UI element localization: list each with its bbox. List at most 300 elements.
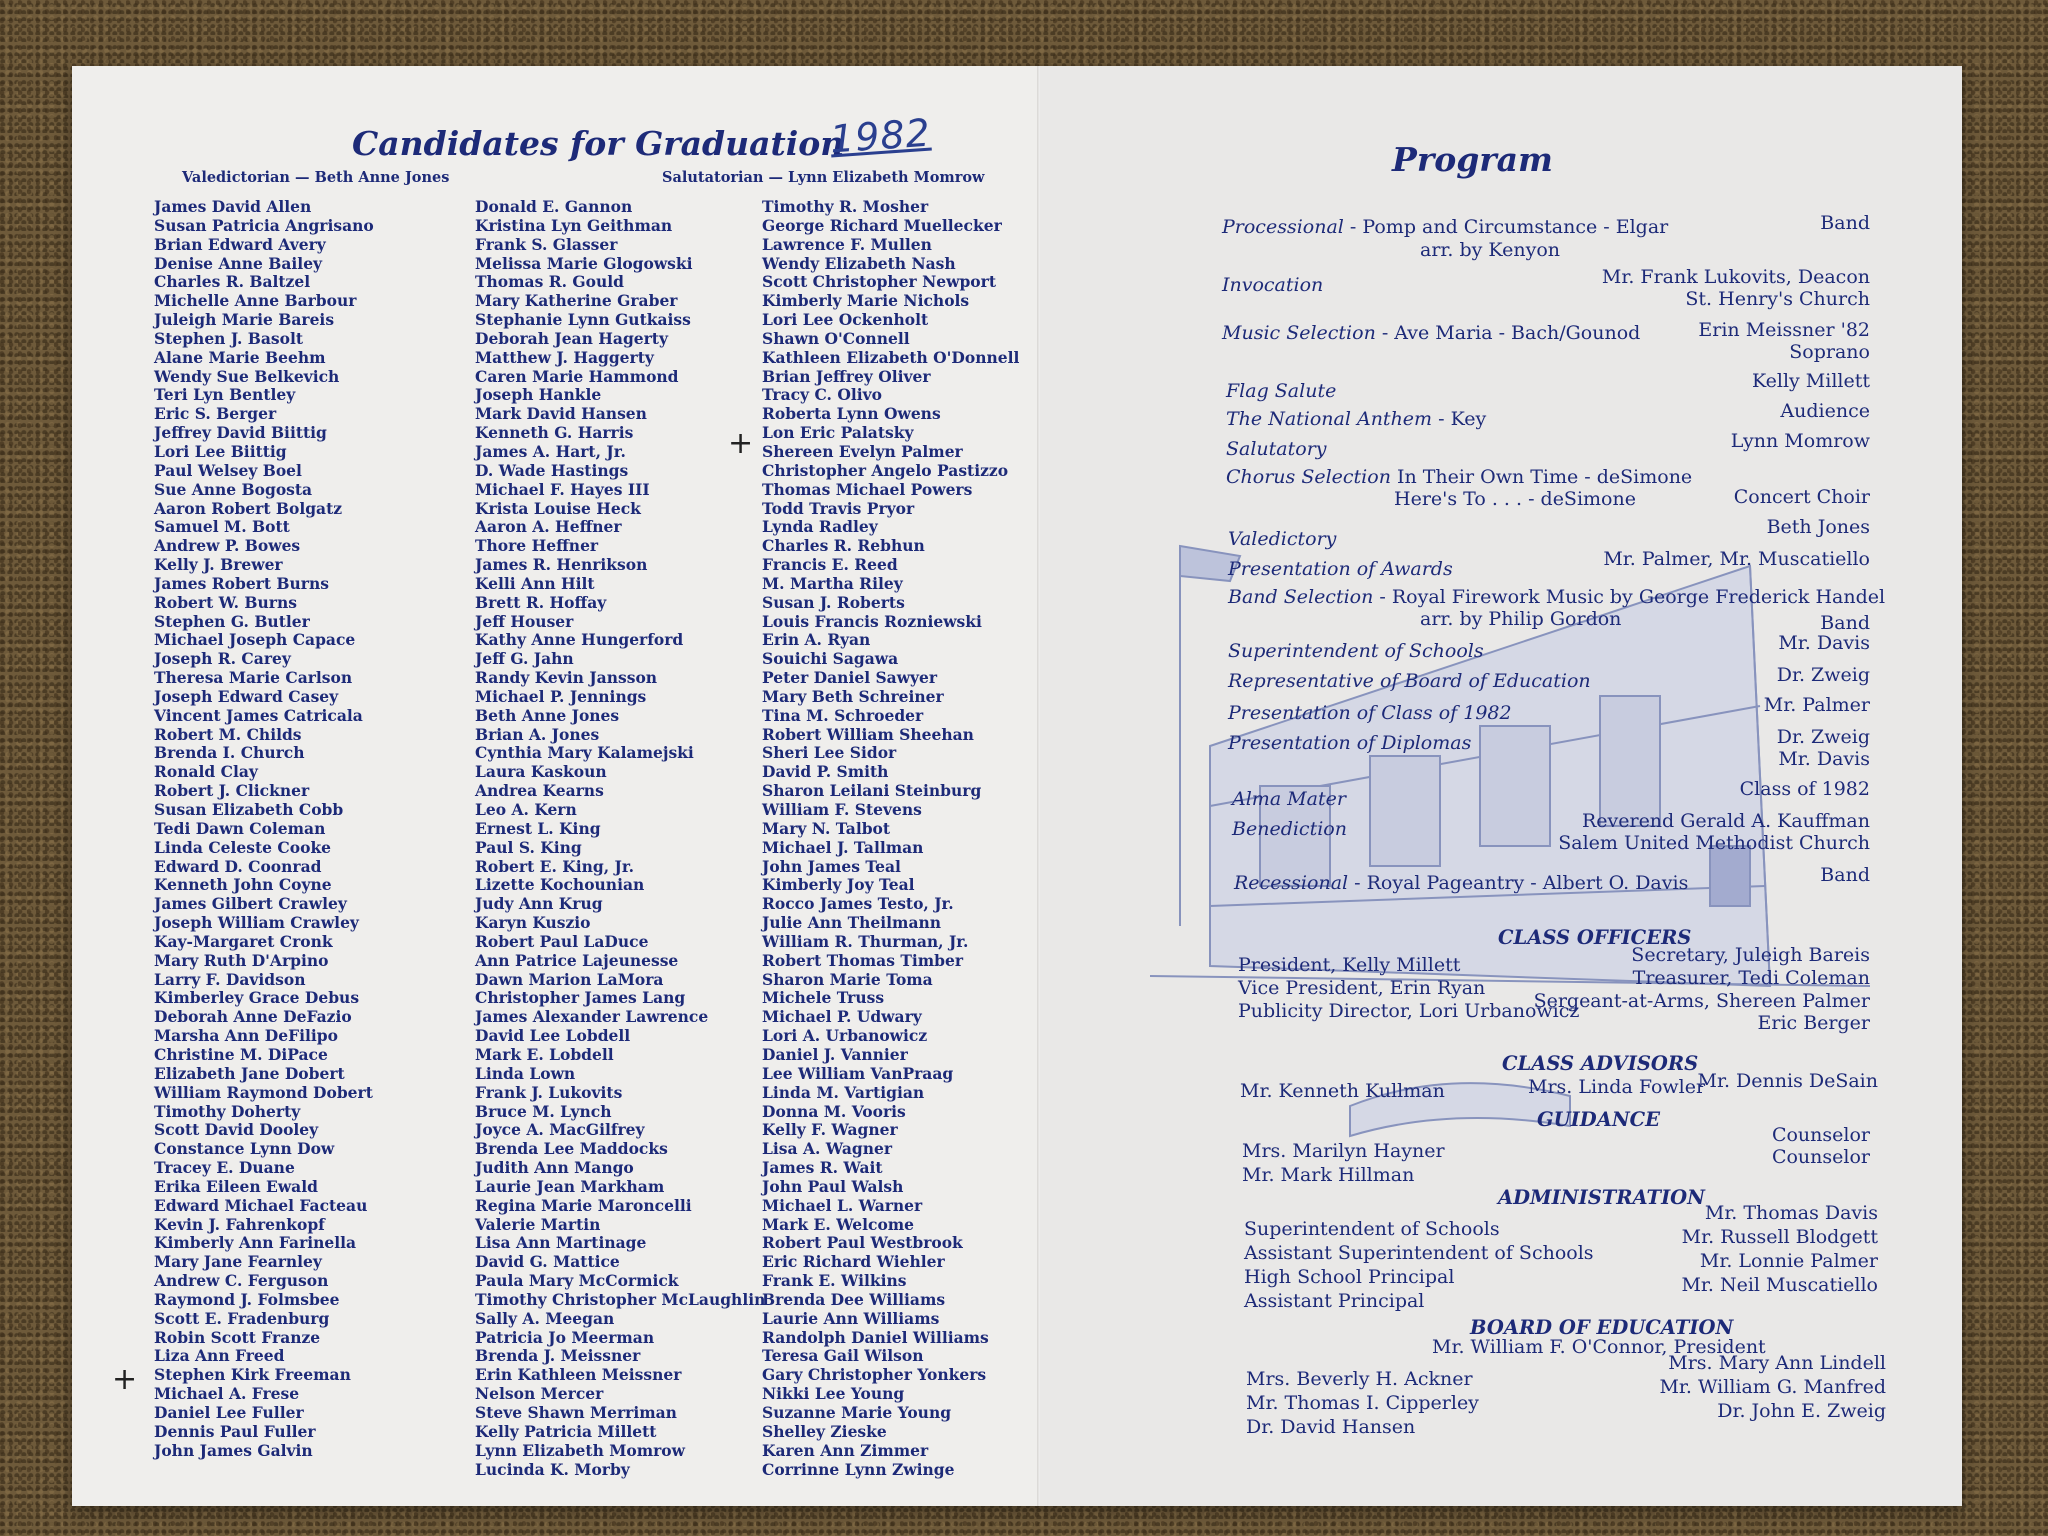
candidate-name: Mark E. Welcome: [762, 1214, 915, 1234]
candidate-name: Cynthia Mary Kalamejski: [475, 743, 694, 763]
candidate-name: Michael F. Hayes III: [475, 479, 650, 499]
candidate-name: Constance Lynn Dow: [154, 1139, 335, 1159]
candidate-name: David G. Mattice: [475, 1252, 620, 1272]
candidate-name: Thomas Michael Powers: [762, 479, 973, 499]
candidate-name: Stephen G. Butler: [154, 611, 310, 631]
program-performer: Band: [1820, 212, 1870, 234]
candidate-name: Peter Daniel Sawyer: [762, 668, 938, 688]
candidate-name: Mary Ruth D'Arpino: [154, 950, 329, 970]
candidate-name: James Gilbert Crawley: [154, 894, 347, 914]
candidate-name: Nikki Lee Young: [762, 1384, 905, 1404]
candidate-name: Marsha Ann DeFilipo: [154, 1026, 338, 1046]
candidate-name: Kelly F. Wagner: [762, 1120, 898, 1140]
candidate-name: Kenneth G. Harris: [475, 423, 634, 443]
candidate-name: Kevin J. Fahrenkopf: [154, 1214, 325, 1234]
candidate-name: Michael J. Tallman: [762, 837, 924, 857]
candidate-name: Sharon Marie Toma: [762, 969, 933, 989]
candidate-name: Robert Paul LaDuce: [475, 931, 649, 951]
candidate-name: Paul Welsey Boel: [154, 460, 302, 480]
program-performer: Lynn Momrow: [1730, 430, 1870, 452]
candidate-name: Rocco James Testo, Jr.: [762, 894, 954, 914]
candidate-name: Robert Thomas Timber: [762, 950, 964, 970]
candidate-name: Donna M. Vooris: [762, 1101, 906, 1121]
candidate-name: Linda M. Vartigian: [762, 1082, 925, 1102]
candidate-name: Eric Richard Wiehler: [762, 1252, 945, 1272]
candidate-name: David Lee Lobdell: [475, 1026, 631, 1046]
program-performer-detail: Salem United Methodist Church: [1558, 832, 1870, 854]
candidate-name: Linda Celeste Cooke: [154, 837, 332, 857]
candidate-name: Michael P. Jennings: [475, 686, 647, 706]
class-officers-heading: CLASS OFFICERS: [1498, 926, 1692, 949]
candidate-name: Lisa Ann Martinage: [475, 1233, 647, 1253]
program-item-detail: - Royal Pageantry - Albert O. Davis: [1348, 872, 1689, 894]
candidate-name: Matthew J. Haggerty: [475, 347, 654, 367]
officer-right: Sergeant-at-Arms, Shereen Palmer: [1533, 990, 1870, 1012]
program-board-representative: Representative of Board of Education: [1228, 670, 1591, 692]
candidate-name: James R. Henrikson: [475, 555, 648, 575]
candidate-name: Shereen Evelyn Palmer: [762, 441, 963, 461]
officer-right: Secretary, Juleigh Bareis: [1631, 944, 1870, 966]
officer-left: President, Kelly Millett: [1238, 954, 1461, 976]
candidate-name: Jeff G. Jahn: [475, 649, 574, 669]
program-detail-line: arr. by Philip Gordon: [1420, 608, 1622, 630]
candidate-name: Louis Francis Rozniewski: [762, 611, 982, 631]
candidate-name: John James Teal: [762, 856, 901, 876]
candidate-name: Robert J. Clickner: [154, 781, 310, 801]
program-music-selection: [1222, 322, 1640, 344]
candidate-name: Judy Ann Krug: [475, 894, 603, 914]
candidate-name: Regina Marie Maroncelli: [475, 1195, 692, 1215]
candidate-name: Mary N. Talbot: [762, 818, 891, 838]
program-performer: Beth Jones: [1766, 516, 1870, 538]
candidate-name: Michelle Anne Barbour: [154, 291, 357, 311]
candidate-name: Julie Ann Theilmann: [762, 913, 942, 933]
program-processional: [1222, 216, 1668, 238]
candidate-name: Melissa Marie Glogowski: [475, 253, 693, 273]
candidate-name: Mary Jane Fearnley: [154, 1252, 322, 1272]
candidate-name: Karyn Kuszio: [475, 913, 591, 933]
candidate-name: Lee William VanPraag: [762, 1063, 954, 1083]
candidate-name: Laura Kaskoun: [475, 762, 607, 782]
candidate-name: Robert William Sheehan: [762, 724, 974, 744]
candidate-name: Shawn O'Connell: [762, 328, 910, 348]
program-flag-salute: Flag Salute: [1226, 380, 1337, 402]
candidate-name: Ernest L. King: [475, 818, 601, 838]
candidate-name: George Richard Muellecker: [762, 215, 1002, 235]
candidate-name: Brenda I. Church: [154, 743, 305, 763]
advisor-right: Mr. Dennis DeSain: [1697, 1070, 1878, 1092]
board-member-left: Dr. David Hansen: [1246, 1416, 1416, 1438]
program-item-detail: - Pomp and Circumstance - Elgar: [1343, 216, 1669, 238]
program-performer: Mr. Palmer, Mr. Muscatiello: [1603, 548, 1870, 570]
candidate-name: Souichi Sagawa: [762, 649, 899, 669]
candidate-name: Kathy Anne Hungerford: [475, 630, 684, 650]
candidate-name: Stephen J. Basolt: [154, 328, 304, 348]
candidate-name: James Alexander Lawrence: [475, 1007, 709, 1027]
candidate-name: Sue Anne Bogosta: [154, 479, 313, 499]
candidate-name: Theresa Marie Carlson: [154, 668, 353, 688]
candidate-name: Kay-Margaret Cronk: [154, 931, 333, 951]
candidate-name: Larry F. Davidson: [154, 969, 306, 989]
candidate-name: Michael P. Udwary: [762, 1007, 922, 1027]
candidate-name: William F. Stevens: [762, 800, 922, 819]
program-chorus-selection: [1226, 466, 1692, 488]
candidate-name: Christine M. DiPace: [154, 1044, 328, 1064]
candidate-name: Scott E. Fradenburg: [154, 1308, 330, 1328]
candidate-name: Gary Christopher Yonkers: [762, 1365, 987, 1385]
candidate-name: Francis E. Reed: [762, 555, 898, 575]
board-member-left: Mr. Thomas I. Cipperley: [1246, 1392, 1479, 1414]
program-performer-detail: Soprano: [1789, 341, 1870, 363]
candidate-name: Frank E. Wilkins: [762, 1271, 907, 1291]
candidate-name: Joseph Hankle: [475, 385, 602, 405]
program-performer-detail: Mr. Davis: [1778, 748, 1870, 770]
board-president: Mr. William F. O'Connor, President: [1432, 1336, 1766, 1358]
candidate-name: Sally A. Meegan: [475, 1308, 615, 1328]
board-member-left: Mrs. Beverly H. Ackner: [1246, 1368, 1473, 1390]
program-item-detail: - Royal Firework Music by George Frederick Handel: [1373, 586, 1886, 608]
candidate-name: Raymond J. Folmsbee: [154, 1289, 340, 1309]
candidate-name: James R. Wait: [762, 1158, 883, 1178]
candidate-name: Christopher James Lang: [475, 988, 686, 1008]
candidate-name: Laurie Jean Markham: [475, 1176, 665, 1196]
candidate-name: Stephen Kirk Freeman: [154, 1365, 351, 1385]
candidate-name: Dennis Paul Fuller: [154, 1421, 316, 1441]
candidate-name: Dawn Marion LaMora: [475, 969, 664, 989]
guidance-heading: GUIDANCE: [1537, 1108, 1661, 1131]
candidate-name: Scott David Dooley: [154, 1120, 319, 1140]
candidate-name: Erin A. Ryan: [762, 630, 871, 650]
program-superintendent: Superintendent of Schools: [1228, 640, 1484, 662]
candidate-name: Kelly Patricia Millett: [475, 1421, 657, 1441]
candidate-name: Michael A. Frese: [154, 1384, 300, 1404]
program-item-label: Processional: [1222, 216, 1344, 238]
candidate-name: Tracy C. Olivo: [762, 385, 882, 405]
handwritten-year: 1982: [828, 110, 933, 162]
admin-role: Assistant Principal: [1244, 1290, 1425, 1312]
candidate-name: Lisa A. Wagner: [762, 1139, 893, 1159]
candidate-name: Samuel M. Bott: [154, 517, 290, 537]
candidate-name: Lynn Elizabeth Momrow: [475, 1440, 685, 1460]
class-advisors-heading: CLASS ADVISORS: [1502, 1052, 1699, 1075]
candidate-name: James Robert Burns: [154, 573, 329, 593]
candidate-name: Andrew P. Bowes: [154, 536, 301, 556]
candidate-name: Kristina Lyn Geithman: [475, 215, 673, 235]
candidate-name: Lynda Radley: [762, 517, 878, 537]
guidance-name: Mr. Mark Hillman: [1242, 1164, 1415, 1186]
candidate-name: Kimberly Joy Teal: [762, 875, 915, 895]
candidate-name: Robin Scott Franze: [154, 1327, 321, 1347]
program-band-selection: [1228, 586, 1885, 608]
candidate-name: Kimberly Marie Nichols: [762, 291, 970, 311]
administration-heading: ADMINISTRATION: [1498, 1186, 1705, 1209]
candidate-name: Brian A. Jones: [475, 724, 600, 744]
candidate-name: Mark E. Lobdell: [475, 1044, 614, 1064]
guidance-role: Counselor: [1771, 1146, 1870, 1168]
candidate-name: Michael Joseph Capace: [154, 630, 356, 650]
candidate-name: Kelly J. Brewer: [154, 555, 283, 575]
program-performer: Reverend Gerald A. Kauffman: [1581, 810, 1870, 832]
candidate-name: Thore Heffner: [475, 536, 599, 556]
candidate-name: Lori Lee Ockenholt: [762, 310, 929, 330]
officer-right: Eric Berger: [1757, 1012, 1870, 1034]
admin-role: Assistant Superintendent of Schools: [1244, 1242, 1594, 1264]
candidate-name: Kimberly Ann Farinella: [154, 1233, 357, 1253]
candidate-name: Edward D. Coonrad: [154, 856, 322, 876]
advisor-center: Mrs. Linda Fowler: [1528, 1076, 1706, 1098]
candidate-name: Lucinda K. Morby: [475, 1459, 630, 1479]
program-item-label: Music Selection: [1222, 322, 1376, 344]
program-performer: Erin Meissner '82: [1698, 319, 1870, 341]
candidate-name: Erika Eileen Ewald: [154, 1176, 318, 1196]
candidate-name: Patricia Jo Meerman: [475, 1327, 655, 1347]
candidate-name: Brian Edward Avery: [154, 234, 326, 254]
program-performer-detail: St. Henry's Church: [1685, 288, 1870, 310]
candidate-name: Suzanne Marie Young: [762, 1403, 952, 1422]
program-performer: Mr. Frank Lukovits, Deacon: [1601, 266, 1870, 288]
program-title: Program: [1392, 140, 1553, 179]
program-performer: Concert Choir: [1733, 486, 1870, 508]
admin-name: Mr. Russell Blodgett: [1681, 1226, 1878, 1248]
candidate-column-2: [475, 198, 765, 1479]
candidate-name: Robert W. Burns: [154, 592, 297, 612]
candidate-name: Aaron Robert Bolgatz: [154, 498, 343, 518]
candidate-name: Kenneth John Coyne: [154, 875, 332, 895]
candidate-name: Christopher Angelo Pastizzo: [762, 460, 1009, 480]
candidate-name: Randolph Daniel Williams: [762, 1327, 989, 1347]
candidate-name: Erin Kathleen Meissner: [475, 1365, 682, 1385]
program-presentation-class: Presentation of Class of 1982: [1228, 702, 1512, 724]
program-item-label: Chorus Selection: [1226, 466, 1391, 488]
candidate-name: Edward Michael Facteau: [154, 1195, 368, 1215]
candidate-name: Joyce A. MacGilfrey: [475, 1120, 645, 1140]
program-item-label: Recessional: [1234, 872, 1349, 894]
candidate-name: Aaron A. Heffner: [475, 517, 622, 537]
program-item-detail: - Key: [1432, 408, 1487, 430]
candidate-name: Daniel Lee Fuller: [154, 1403, 304, 1422]
candidate-name: Susan Elizabeth Cobb: [154, 800, 344, 819]
candidate-name: Deborah Jean Hagerty: [475, 328, 668, 348]
program-performer: Mr. Palmer: [1763, 694, 1870, 716]
program-performer: Kelly Millett: [1751, 370, 1870, 392]
candidate-name: James David Allen: [154, 197, 312, 216]
candidate-name: William R. Thurman, Jr.: [762, 931, 969, 951]
admin-name: Mr. Thomas Davis: [1704, 1202, 1878, 1224]
program-salutatory: Salutatory: [1226, 438, 1327, 460]
candidate-name: Kimberley Grace Debus: [154, 988, 360, 1008]
candidate-name: Scott Christopher Newport: [762, 272, 996, 292]
candidate-name: Corrinne Lynn Zwinge: [762, 1459, 955, 1479]
board-member-right: Dr. John E. Zweig: [1717, 1400, 1886, 1422]
candidate-name: Lawrence F. Mullen: [762, 234, 932, 254]
candidate-name: Tracey E. Duane: [154, 1158, 295, 1178]
candidate-name: Susan Patricia Angrisano: [154, 215, 374, 235]
candidate-name: Frank J. Lukovits: [475, 1082, 623, 1102]
candidate-name: Jeff Houser: [475, 611, 574, 631]
guidance-name: Mrs. Marilyn Hayner: [1242, 1140, 1445, 1162]
candidate-name: John Paul Walsh: [762, 1176, 904, 1196]
candidate-name: Ann Patrice Lajeunesse: [475, 950, 679, 970]
program-detail-line: Here's To . . . - deSimone: [1394, 488, 1636, 510]
program-invocation: Invocation: [1222, 274, 1324, 296]
candidate-name: Juleigh Marie Bareis: [154, 310, 335, 330]
candidate-name: Timothy Doherty: [154, 1101, 301, 1121]
candidate-name: Brian Jeffrey Oliver: [762, 366, 931, 386]
candidate-name: Krista Louise Heck: [475, 498, 641, 518]
program-page: [1040, 66, 1962, 1506]
candidate-name: Deborah Anne DeFazio: [154, 1007, 352, 1027]
program-performer: Mr. Davis: [1778, 632, 1870, 654]
candidate-name: Caren Marie Hammond: [475, 366, 679, 386]
candidate-name: Thomas R. Gould: [475, 272, 624, 292]
candidate-name: Brett R. Hoffay: [475, 592, 607, 612]
board-heading: BOARD OF EDUCATION: [1470, 1316, 1734, 1339]
candidate-name: Bruce M. Lynch: [475, 1101, 612, 1121]
candidate-name: Andrew C. Ferguson: [154, 1271, 329, 1291]
candidate-name: Daniel J. Vannier: [762, 1044, 908, 1064]
program-item-detail: - Ave Maria - Bach/Gounod: [1375, 322, 1641, 344]
candidate-column-1: [154, 198, 374, 1461]
candidate-name: Lon Eric Palatsky: [762, 423, 914, 443]
graduation-program-booklet: [72, 66, 1962, 1506]
candidate-name: Liza Ann Freed: [154, 1346, 285, 1366]
candidate-name: Donald E. Gannon: [475, 197, 633, 216]
program-national-anthem: [1226, 408, 1486, 430]
advisor-left: Mr. Kenneth Kullman: [1240, 1080, 1445, 1102]
candidate-name: Paula Mary McCormick: [475, 1271, 679, 1291]
program-detail-line: arr. by Kenyon: [1420, 239, 1560, 261]
candidate-name: Tedi Dawn Coleman: [154, 818, 326, 838]
candidate-name: Linda Lown: [475, 1063, 576, 1083]
candidate-name: William Raymond Dobert: [154, 1082, 373, 1102]
pen-mark-palmer: +: [728, 426, 754, 461]
program-item-label: Band Selection: [1228, 586, 1374, 608]
candidate-name: Elizabeth Jane Dobert: [154, 1063, 345, 1083]
candidate-name: Kelli Ann Hilt: [475, 573, 595, 593]
candidate-name: Steve Shawn Merriman: [475, 1403, 677, 1422]
candidate-name: Mary Katherine Graber: [475, 291, 678, 311]
candidate-name: Randy Kevin Jansson: [475, 668, 658, 688]
candidate-name: Judith Ann Mango: [475, 1158, 634, 1178]
candidate-name: Sheri Lee Sidor: [762, 743, 897, 763]
candidate-name: Charles R. Rebhun: [762, 536, 925, 556]
candidate-name: Michael L. Warner: [762, 1195, 923, 1215]
candidate-name: John James Galvin: [154, 1440, 313, 1460]
valedictorian-line: Valedictorian — Beth Anne Jones: [182, 169, 450, 186]
candidate-name: Teri Lyn Bentley: [154, 385, 296, 405]
program-performer: Band: [1820, 864, 1870, 886]
program-benediction: Benediction: [1232, 818, 1347, 840]
candidate-name: Karen Ann Zimmer: [762, 1440, 929, 1460]
candidate-name: Todd Travis Pryor: [762, 498, 915, 518]
candidate-name: Eric S. Berger: [154, 404, 277, 424]
admin-name: Mr. Neil Muscatiello: [1681, 1274, 1878, 1296]
candidate-name: M. Martha Riley: [762, 573, 903, 593]
candidates-page: [72, 66, 1040, 1506]
candidate-name: Robert E. King, Jr.: [475, 856, 634, 876]
candidate-name: Valerie Martin: [475, 1214, 601, 1234]
salutatorian-line: Salutatorian — Lynn Elizabeth Momrow: [662, 169, 985, 186]
candidate-name: D. Wade Hastings: [475, 460, 629, 480]
candidate-name: Joseph William Crawley: [154, 913, 359, 933]
candidate-name: Andrea Kearns: [475, 781, 604, 801]
pen-mark-freeman: +: [112, 1362, 138, 1397]
candidate-name: Joseph Edward Casey: [154, 686, 339, 706]
candidate-name: Laurie Ann Williams: [762, 1308, 940, 1328]
candidate-name: Wendy Sue Belkevich: [154, 366, 340, 386]
candidate-name: Nelson Mercer: [475, 1384, 604, 1404]
candidate-name: Paul S. King: [475, 837, 582, 857]
candidate-name: Charles R. Baltzel: [154, 272, 311, 292]
program-recessional: [1234, 872, 1688, 894]
admin-role: Superintendent of Schools: [1244, 1218, 1500, 1240]
candidate-name: Roberta Lynn Owens: [762, 404, 941, 424]
program-item-label: The National Anthem: [1226, 408, 1433, 430]
program-presentation-diplomas: Presentation of Diplomas: [1228, 732, 1472, 754]
program-performer: Audience: [1780, 400, 1870, 422]
program-performer: Band: [1820, 612, 1870, 634]
candidate-name: Vincent James Catricala: [154, 705, 363, 725]
candidate-name: Lori A. Urbanowicz: [762, 1026, 928, 1046]
candidate-name: Ronald Clay: [154, 762, 258, 782]
candidate-name: David P. Smith: [762, 762, 889, 782]
candidate-name: Robert Paul Westbrook: [762, 1233, 963, 1253]
candidate-name: Beth Anne Jones: [475, 705, 620, 725]
program-performer: Dr. Zweig: [1776, 726, 1870, 748]
admin-name: Mr. Lonnie Palmer: [1699, 1250, 1878, 1272]
program-performer: Class of 1982: [1739, 778, 1870, 800]
candidate-name: Lizette Kochounian: [475, 875, 645, 895]
candidate-name: Susan J. Roberts: [762, 592, 905, 612]
officer-left: Vice President, Erin Ryan: [1238, 977, 1486, 999]
candidate-name: Timothy R. Mosher: [762, 197, 929, 216]
candidate-name: Mary Beth Schreiner: [762, 686, 944, 706]
candidate-name: Mark David Hansen: [475, 404, 647, 424]
candidate-name: Timothy Christopher McLaughlin: [475, 1289, 766, 1309]
program-alma-mater: Alma Mater: [1232, 788, 1346, 810]
candidate-name: Sharon Leilani Steinburg: [762, 781, 982, 801]
guidance-role: Counselor: [1771, 1124, 1870, 1146]
candidates-title: Candidates for Graduation: [352, 124, 845, 163]
candidate-name: Brenda Dee Williams: [762, 1289, 946, 1309]
candidate-name: Joseph R. Carey: [154, 649, 291, 669]
candidate-name: Stephanie Lynn Gutkaiss: [475, 310, 691, 330]
board-member-right: Mrs. Mary Ann Lindell: [1668, 1352, 1886, 1374]
officer-right: Treasurer, Tedi Coleman: [1632, 967, 1870, 989]
admin-role: High School Principal: [1244, 1266, 1455, 1288]
candidate-name: Brenda J. Meissner: [475, 1346, 641, 1366]
candidate-name: Brenda Lee Maddocks: [475, 1139, 668, 1159]
candidate-name: Michele Truss: [762, 988, 885, 1008]
program-performer: Dr. Zweig: [1776, 664, 1870, 686]
officer-left: Publicity Director, Lori Urbanowicz: [1238, 1000, 1580, 1022]
candidate-column-3: [762, 198, 1019, 1479]
candidate-name: Frank S. Glasser: [475, 234, 618, 254]
program-item-detail: In Their Own Time - deSimone: [1390, 466, 1693, 488]
board-member-right: Mr. William G. Manfred: [1659, 1376, 1886, 1398]
candidate-name: Lori Lee Biittig: [154, 441, 287, 461]
candidate-name: Jeffrey David Biittig: [154, 423, 327, 443]
candidate-name: Kathleen Elizabeth O'Donnell: [762, 347, 1020, 367]
candidate-name: Wendy Elizabeth Nash: [762, 253, 956, 273]
candidate-name: Teresa Gail Wilson: [762, 1346, 924, 1366]
candidate-name: Alane Marie Beehm: [154, 347, 326, 367]
program-valedictory: Valedictory: [1228, 528, 1337, 550]
candidate-name: Robert M. Childs: [154, 724, 302, 744]
candidate-name: Shelley Zieske: [762, 1421, 887, 1441]
candidate-name: James A. Hart, Jr.: [475, 441, 626, 461]
candidate-name: Tina M. Schroeder: [762, 705, 924, 725]
